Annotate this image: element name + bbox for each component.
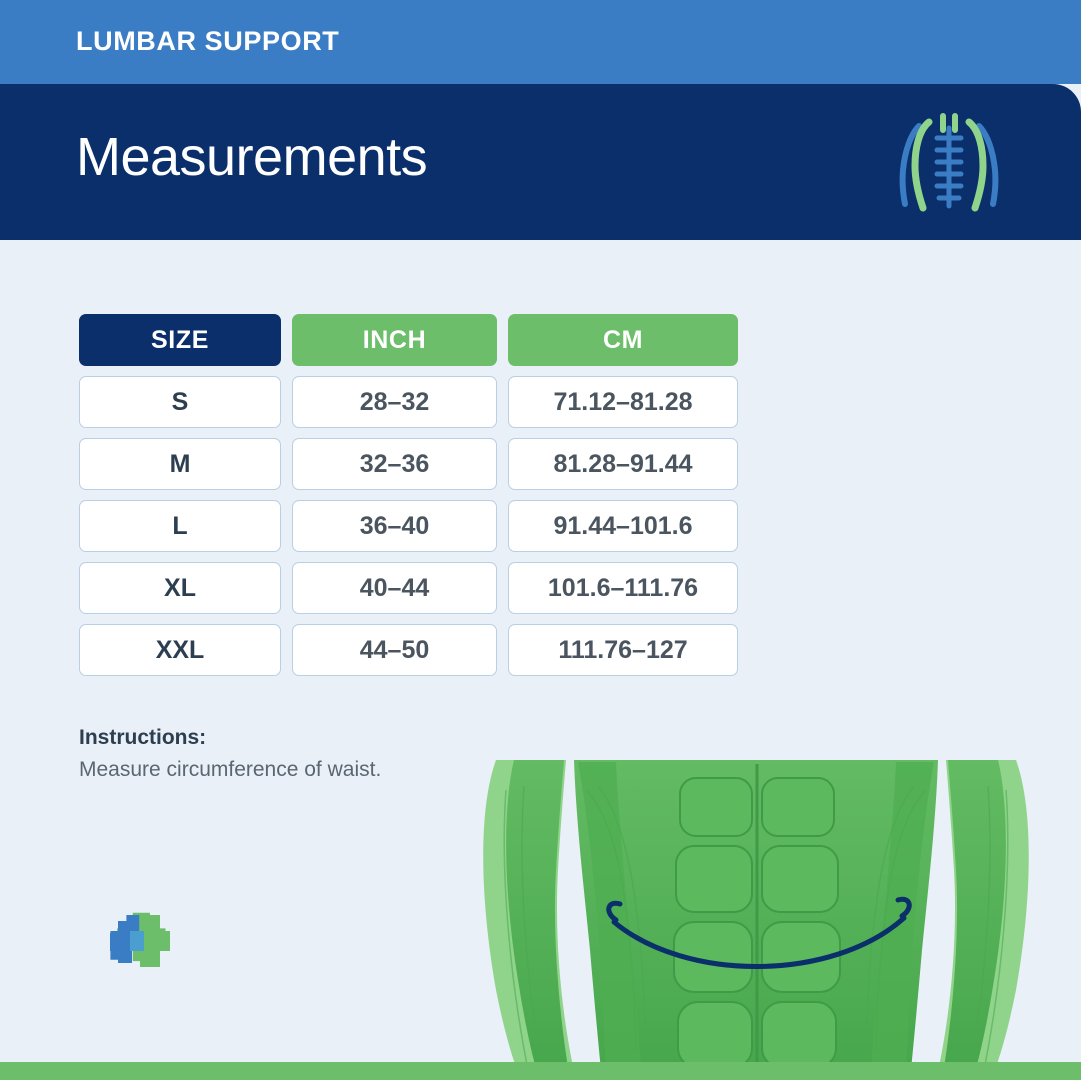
bottom-accent-strip (0, 1062, 1081, 1080)
medical-cross-logo (104, 905, 180, 977)
cell-inch: 36–40 (292, 500, 497, 552)
header-panel (0, 84, 1081, 240)
cell-inch: 44–50 (292, 624, 497, 676)
column-header-cm: CM (508, 314, 738, 366)
column-header-size: SIZE (79, 314, 281, 366)
cell-size: M (79, 438, 281, 490)
table-row (79, 500, 744, 552)
instructions-block (79, 726, 509, 782)
table-header-row (79, 314, 744, 366)
cell-cm: 71.12–81.28 (508, 376, 738, 428)
table-row (79, 624, 744, 676)
table-row (79, 562, 744, 614)
page-title: Measurements (76, 127, 428, 187)
cell-cm: 111.76–127 (508, 624, 738, 676)
table-row (79, 438, 744, 490)
cell-inch: 28–32 (292, 376, 497, 428)
size-table (79, 314, 744, 686)
instructions-text: Measure circumference of waist. (79, 758, 382, 781)
cell-size: XL (79, 562, 281, 614)
top-bar (0, 0, 1081, 84)
cell-size: L (79, 500, 281, 552)
cell-cm: 91.44–101.6 (508, 500, 738, 552)
cell-cm: 81.28–91.44 (508, 438, 738, 490)
instructions-label: Instructions: (79, 726, 207, 749)
cell-cm: 101.6–111.76 (508, 562, 738, 614)
table-row (79, 376, 744, 428)
cell-inch: 32–36 (292, 438, 497, 490)
spine-icon (889, 108, 1009, 220)
product-category-title: LUMBAR SUPPORT (76, 26, 340, 56)
column-header-inch: INCH (292, 314, 497, 366)
torso-waist-measure-illustration (466, 750, 1046, 1080)
cell-inch: 40–44 (292, 562, 497, 614)
cell-size: XXL (79, 624, 281, 676)
cell-size: S (79, 376, 281, 428)
